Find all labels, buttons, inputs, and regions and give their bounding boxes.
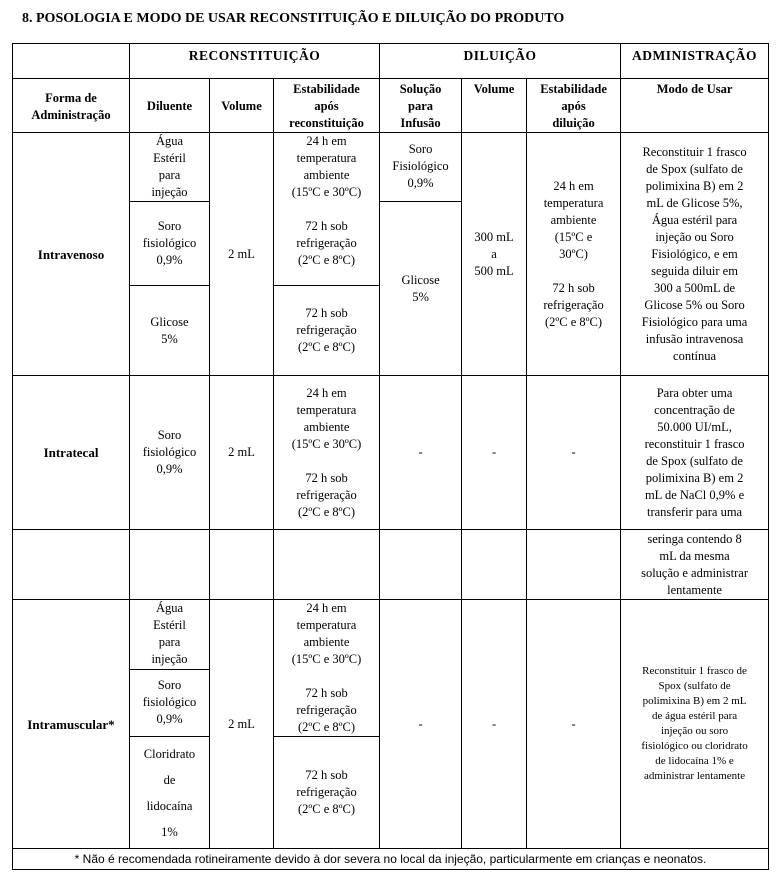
group-reconstituicao: RECONSTITUIÇÃO (130, 44, 380, 79)
header-estabilidade-diluicao: Estabilidade após diluição (527, 79, 621, 133)
it-estabilidade-diluicao: - (527, 376, 621, 530)
header-volume: Volume (210, 79, 274, 133)
cont-empty-cell (274, 530, 380, 600)
iv-diluente-glicose: Glicose 5% (130, 286, 210, 376)
it-modo-de-usar-continuacao: seringa contendo 8 mL da mesma solução e administrar lentamente (621, 530, 769, 600)
im-diluente-lidocaina: Cloridrato de lidocaína 1% (130, 737, 210, 849)
iv-estabilidade-glicose: 72 h sob refrigeração (2ºC e 8ºC) (274, 286, 380, 376)
iv-modo-de-usar: Reconstituir 1 frasco de Spox (sulfato de polimixina B) em 2 mL de Glicose 5%, Água estéril para injeção ou Soro Fisiológico, e em seguida diluir em 300 a 500mL de Glicose 5% ou Soro Fisiológico para uma infusão intravenosa contínua (621, 133, 769, 376)
iv-diluente-agua: Água Estéril para injeção (130, 133, 210, 202)
im-modo-de-usar: Reconstituir 1 frasco de Spox (sulfato de polimixina B) em 2 mL de água estéril para injeção ou soro fisiológico ou cloridrato de lidocaína 1% e administrar lentamente (621, 600, 769, 849)
iv-estabilidade-reconstituicao: 24 h em temperatura ambiente (15ºC e 30ºC) 72 h sob refrigeração (2ºC e 8ºC) (274, 133, 380, 286)
im-volume: 2 mL (210, 600, 274, 849)
forma-intravenoso: Intravenoso (13, 133, 130, 376)
cont-empty-cell (527, 530, 621, 600)
im-volume-diluicao: - (462, 600, 527, 849)
header-diluente: Diluente (130, 79, 210, 133)
group-administracao: ADMINISTRAÇÃO (621, 44, 769, 79)
cont-empty-cell (130, 530, 210, 600)
section-heading: 8. POSOLOGIA E MODO DE USAR RECONSTITUIÇÃO E DILUIÇÃO DO PRODUTO (22, 11, 565, 26)
iv-solucao-soro: Soro Fisiológico 0,9% (380, 133, 462, 202)
forma-intratecal: Intratecal (13, 376, 130, 530)
header-forma: Forma de Administração (13, 79, 130, 133)
cont-empty-cell (380, 530, 462, 600)
cont-empty-cell (462, 530, 527, 600)
im-diluente-soro: Soro fisiológico 0,9% (130, 669, 210, 737)
header-estabilidade-reconstituicao: Estabilidade após reconstituição (274, 79, 380, 133)
footnote: * Não é recomendada rotineiramente devido à dor severa no local da injeção, particularmente em crianças e neonatos. (13, 849, 769, 870)
im-estabilidade-diluicao: - (527, 600, 621, 849)
iv-volume-diluicao: 300 mL a 500 mL (462, 133, 527, 376)
header-volume-diluicao: Volume (462, 79, 527, 133)
im-estabilidade-refrigeracao: 72 h sob refrigeração (2ºC e 8ºC) (274, 737, 380, 849)
dosage-table (12, 43, 769, 870)
iv-estabilidade-diluicao: 24 h em temperatura ambiente (15ºC e 30ºC) 72 h sob refrigeração (2ºC e 8ºC) (527, 133, 621, 376)
it-solucao: - (380, 376, 462, 530)
group-diluicao: DILUIÇÃO (380, 44, 621, 79)
iv-diluente-soro: Soro fisiológico 0,9% (130, 202, 210, 286)
iv-volume: 2 mL (210, 133, 274, 376)
it-modo-de-usar: Para obter uma concentração de 50.000 UI/mL, reconstituir 1 frasco de Spox (sulfato de polimixina B) em 2 mL de NaCl 0,9% e transferir para uma (621, 376, 769, 530)
forma-intramuscular: Intramuscular* (13, 600, 130, 849)
header-modo-de-usar: Modo de Usar (621, 79, 769, 133)
im-solucao: - (380, 600, 462, 849)
it-volume: 2 mL (210, 376, 274, 530)
header-solucao-infusao: Solução para Infusão (380, 79, 462, 133)
cont-empty-cell (210, 530, 274, 600)
im-estabilidade-reconstituicao: 24 h em temperatura ambiente (15ºC e 30ºC) 72 h sob refrigeração (2ºC e 8ºC) (274, 600, 380, 737)
iv-solucao-glicose: Glicose 5% (380, 202, 462, 376)
im-diluente-agua: Água Estéril para injeção (130, 600, 210, 670)
it-diluente: Soro fisiológico 0,9% (130, 376, 210, 530)
empty-header-cell (13, 44, 130, 79)
cont-empty-cell (13, 530, 130, 600)
it-estabilidade-reconstituicao: 24 h em temperatura ambiente (15ºC e 30ºC) 72 h sob refrigeração (2ºC e 8ºC) (274, 376, 380, 530)
it-volume-diluicao: - (462, 376, 527, 530)
